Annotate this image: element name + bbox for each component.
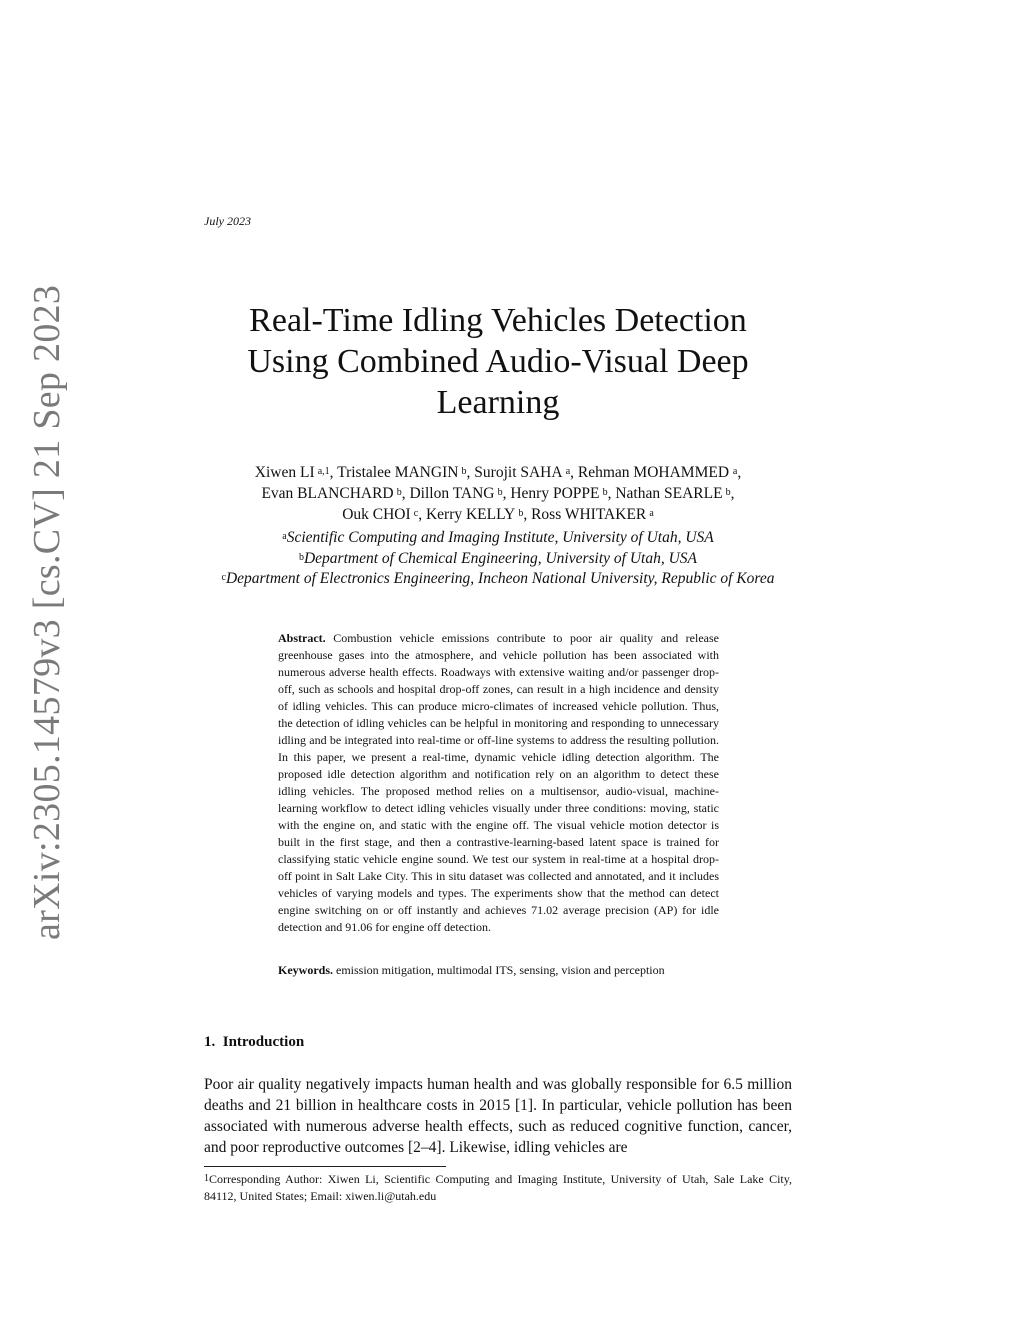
arxiv-identifier-sidebar: arXiv:2305.14579v3 [cs.CV] 21 Sep 2023 xyxy=(26,284,68,940)
affiliation-list xyxy=(200,528,796,590)
author-affil-mark: a xyxy=(649,508,654,519)
abstract xyxy=(278,630,719,936)
author-name: Dillon TANG xyxy=(409,485,495,502)
footnote-text: Corresponding Author: Xiwen Li, Scientific Computing and Imaging Institute, University of Utah, Sale Lake City, 84112, United States; Email: xiwen.li@utah.edu xyxy=(204,1172,792,1203)
introduction-paragraph: Poor air quality negatively impacts human health and was globally responsible for 6.5 million deaths and 21 billion in healthcare costs in 2015 [1]. In particular, vehicle pollution has been associated with numerous adverse health effects, such as reduced cognitive function, cancer, and poor reproductive outcomes [2–4]. Likewise, idling vehicles are xyxy=(204,1076,792,1156)
author-name: Surojit SAHA xyxy=(474,464,563,481)
author-affil-mark: c xyxy=(413,508,419,519)
footnote xyxy=(204,1171,792,1205)
author-affil-mark: a xyxy=(565,466,571,477)
keywords-label: Keywords. xyxy=(278,963,333,977)
author-affil-mark: b xyxy=(518,508,524,519)
affiliation: $^c$Department of Electronics Engineering, Incheon National University, Republic of Korea xyxy=(221,570,775,587)
author-name: Kerry KELLY xyxy=(425,506,516,523)
affiliation: $^b$Department of Chemical Engineering, University of Utah, USA xyxy=(298,549,698,567)
author-name: Henry POPPE xyxy=(510,485,600,502)
title-line: Using Combined Audio-Visual Deep xyxy=(247,343,749,380)
author-affil-mark: b xyxy=(725,487,731,498)
affiliation: $^a$Scientific Computing and Imaging Institute, University of Utah, USA xyxy=(282,529,714,546)
author-affil-mark: b xyxy=(602,487,608,498)
author-list: Xiwen LI $^{a,1}$, Tristalee MANGIN $^b$, Surojit SAHA $^a$, Rehman MOHAMMED $^a$, Evan BLANCHARD $^b$, Dillon TANG $^b$, Henry POPPE $^b$, Nathan SEARLE $^b$, Ouk CHOI $^c$, Kerry KELLY $^b$, Ross WHITAKER $^a$ xyxy=(254,464,742,523)
author-name: Ouk CHOI xyxy=(342,506,411,523)
author-name: Nathan SEARLE xyxy=(615,485,723,502)
author-name: Tristalee MANGIN xyxy=(337,464,459,481)
author-name: Xiwen LI xyxy=(254,464,315,481)
abstract-text: Combustion vehicle emissions contribute to poor air quality and release greenhouse gases into the atmosphere, and vehicle pollution has been associated with numerous adverse health effects. Roadways with extensive waiting and/or passenger drop-off, such as schools and hospital drop-off zones, can result in a high incidence and density of idling vehicles. This can produce micro-climates of increased vehicle pollution. Thus, the detection of idling vehicles can be helpful in monitoring and responding to unnecessary idling and be integrated into real-time or off-line systems to address the resulting pollution. In this paper, we present a real-time, dynamic vehicle idling detection algorithm. The proposed idle detection algorithm and notification rely on an algorithm to detect these idling vehicles. The proposed method relies on a multisensor, audio-visual, machine-learning workflow to detect idling vehicles visually under three conditions: moving, static with the engine on, and static with the engine off. The visual vehicle motion detector is built in the first stage, and then a contrastive-learning-based latent space is trained for classifying static vehicle engine sound. We test our system in real-time at a hospital drop-off point in Salt Lake City. This in situ dataset was collected and annotated, and it includes vehicles of varying models and types. The experiments show that the method can detect engine switching on or off instantly and achieves 71.02 average precision (AP) for idle detection and 91.06 for engine off detection. xyxy=(278,631,719,934)
section-heading: 1. Introduction xyxy=(204,1034,305,1050)
abstract-label: Abstract. xyxy=(278,631,326,645)
author-affil-mark: a,1 xyxy=(317,466,330,477)
footnote-divider xyxy=(204,1166,446,1167)
author-name: Evan BLANCHARD xyxy=(261,485,394,502)
footnote-mark: 1 xyxy=(204,1173,209,1184)
author-affil-mark: a xyxy=(732,466,738,477)
author-affil-mark: b xyxy=(461,466,467,477)
keywords-text: emission mitigation, multimodal ITS, sensing, vision and perception xyxy=(336,963,665,977)
author-name: Rehman MOHAMMED xyxy=(577,464,730,481)
paper-title xyxy=(200,300,796,423)
author-affil-mark: b xyxy=(497,487,503,498)
date-header: July 2023 xyxy=(204,214,251,228)
keywords xyxy=(278,962,719,979)
author-affil-mark: b xyxy=(396,487,402,498)
author-name: Ross WHITAKER xyxy=(531,506,647,523)
title-line: Real-Time Idling Vehicles Detection xyxy=(249,302,747,339)
title-line: Learning xyxy=(436,384,560,421)
